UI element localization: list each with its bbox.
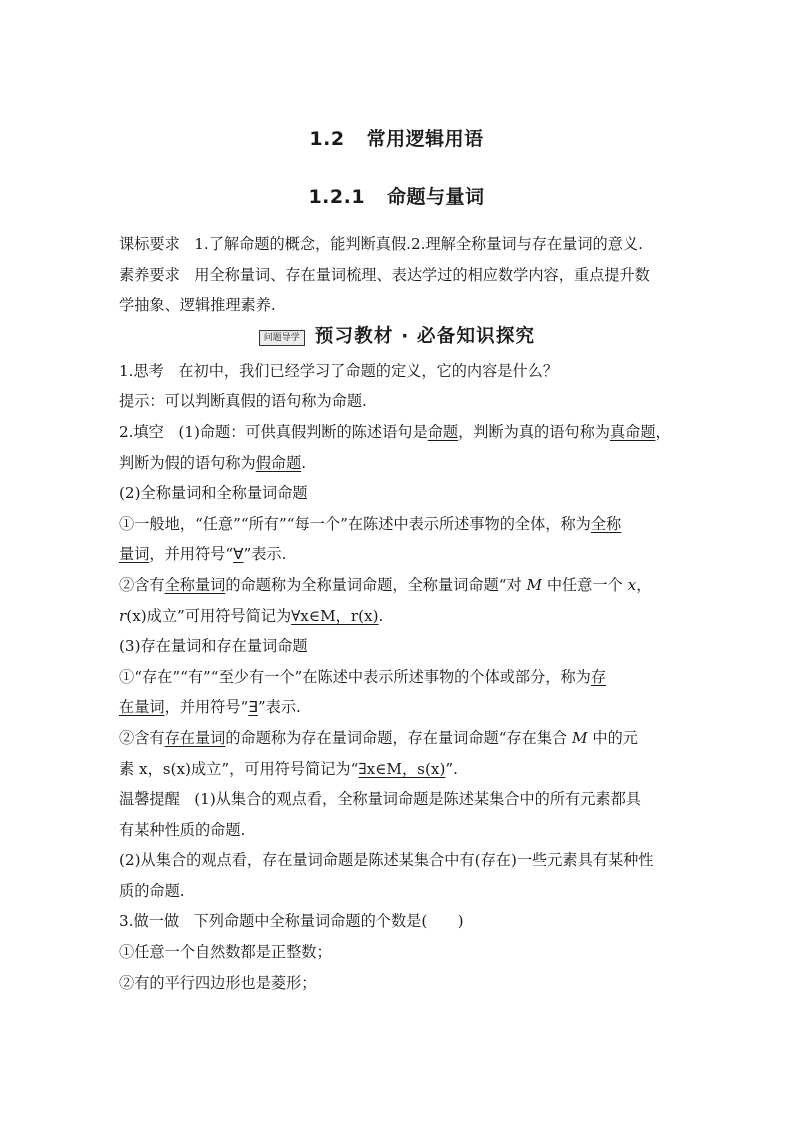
exists-symbol: ∃ xyxy=(248,698,258,717)
universal-heading-text: (2)全称量词和全称量词命题 xyxy=(119,484,308,503)
tip-text-1a: (1)从集合的观点看，全称量词命题是陈述某集合中的所有元素都具 xyxy=(194,790,641,809)
universal-line-4 xyxy=(119,601,675,632)
tip-line-1 xyxy=(119,784,675,815)
requirements-label-2: 素养要求 xyxy=(119,265,180,284)
existential-text-2a: ②含有 xyxy=(119,728,165,747)
universal-text-2a: ②含有 xyxy=(119,575,165,594)
option-2 xyxy=(119,968,675,999)
tip-text-2a: (2)从集合的观点看，存在量词命题是陈述某集合中有(存在)一些元素具有某种性 xyxy=(119,851,654,870)
answer-existential-quantifier: 存在量词 xyxy=(164,728,226,747)
existential-text-1a: ①“存在”“有”“至少有一个”在陈述中表示所述事物的个体或部分，称为 xyxy=(119,667,591,686)
think-label: 1.思考 xyxy=(119,361,164,380)
section-header xyxy=(119,319,675,356)
fill-text-b: ，判断为真的语句称为 xyxy=(458,422,610,441)
answer-true-proposition: 真命题 xyxy=(609,422,656,441)
universal-text-1a: ①一般地，“任意”“所有”“每一个”在陈述中表示所述事物的全体，称为 xyxy=(119,514,591,533)
universal-text-1c: ”表示. xyxy=(243,545,287,564)
requirements-text-2b: 学抽象、逻辑推理素养. xyxy=(119,296,276,315)
section-number: 1.2 xyxy=(309,128,345,150)
fill-line-2 xyxy=(119,448,675,479)
requirements-text-1: 1.了解命题的概念，能判断真假.2.理解全称量词与存在量词的意义. xyxy=(194,235,643,253)
universal-text-2b: 的命题称为全称量词命题，全称量词命题“对 xyxy=(225,575,527,594)
forall-symbol: ∀ xyxy=(233,545,244,564)
requirements-line-3 xyxy=(119,290,675,321)
universal-line-2 xyxy=(119,539,675,570)
existential-line-2 xyxy=(119,692,675,723)
hint-text: 提示：可以判断真假的语句称为命题. xyxy=(119,392,367,411)
existential-heading xyxy=(119,631,675,662)
answer-universal-notation: ∀x∈M，r(x) xyxy=(291,606,379,625)
answer-universal-1: 全称 xyxy=(590,514,622,533)
existential-line-3 xyxy=(119,723,675,754)
document-body xyxy=(119,229,675,998)
existential-text-3a: 素 x，s(x)成立”，可用符号简记为“ xyxy=(119,759,359,778)
existential-text-2b: 的命题称为存在量词命题，存在量词命题“存在集合 xyxy=(225,728,573,747)
set-M: M xyxy=(526,575,543,594)
fill-text-d: 判断为假的语句称为 xyxy=(119,453,256,472)
answer-universal-quantifier: 全称量词 xyxy=(164,575,226,594)
existential-text-2c: 中的元 xyxy=(587,728,638,747)
universal-line-1 xyxy=(119,509,675,540)
func-r: r xyxy=(119,606,127,625)
universal-heading xyxy=(119,478,675,509)
hint-line xyxy=(119,386,675,417)
answer-proposition: 命题 xyxy=(427,422,459,441)
var-x: x xyxy=(627,575,637,594)
tip-text-1b: 有某种性质的命题. xyxy=(119,820,246,839)
existential-text-1c: ”表示. xyxy=(257,698,301,717)
section-title xyxy=(0,124,793,151)
answer-existential-2: 在量词 xyxy=(119,698,165,717)
answer-universal-2: 量词 xyxy=(119,545,150,564)
existential-line-1 xyxy=(119,662,675,693)
tip-line-4 xyxy=(119,876,675,907)
think-line xyxy=(119,356,675,387)
answer-existential-notation: ∃x∈M，s(x) xyxy=(358,759,446,778)
fill-text-c: ， xyxy=(655,422,671,441)
section-tag: 问题导学 xyxy=(259,330,305,346)
tip-label: 温馨提醒 xyxy=(119,790,180,809)
existential-text-1b: ，并用符号“ xyxy=(164,698,249,717)
subsection-title-text: 命题与量词 xyxy=(387,186,485,208)
section-title-text: 常用逻辑用语 xyxy=(366,128,484,150)
tip-text-2b: 质的命题. xyxy=(119,881,185,900)
universal-text-3b: (x)成立”可用符号简记为 xyxy=(126,606,292,625)
requirements-line-1 xyxy=(119,229,675,260)
fill-line-1 xyxy=(119,417,675,448)
set-M-2: M xyxy=(572,728,588,747)
universal-text-1b: ，并用符号“ xyxy=(149,545,234,564)
fill-text-a: (1)命题：可供真假判断的陈述语句是 xyxy=(178,422,428,441)
universal-line-3 xyxy=(119,570,675,601)
exercise-line xyxy=(119,906,675,937)
exercise-text: 下列命题中全称量词命题的个数是( ) xyxy=(193,912,464,931)
subsection-title xyxy=(0,182,793,209)
requirements-line-2 xyxy=(119,260,675,291)
universal-text-2c: 中任意一个 xyxy=(542,575,628,594)
section-header-title: 预习教材 · 必备知识探究 xyxy=(314,325,536,347)
subsection-number: 1.2.1 xyxy=(308,186,366,208)
tip-line-2 xyxy=(119,815,675,846)
option-1 xyxy=(119,937,675,968)
fill-text-e: . xyxy=(301,453,307,472)
requirements-label-1: 课标要求 xyxy=(119,235,180,253)
universal-text-2d: ， xyxy=(636,575,652,594)
option-1-text: ①任意一个自然数都是正整数； xyxy=(119,943,332,962)
universal-text-3c: . xyxy=(378,606,384,625)
answer-existential-1: 存 xyxy=(590,667,607,686)
fill-label: 2.填空 xyxy=(119,422,164,441)
existential-heading-text: (3)存在量词和存在量词命题 xyxy=(119,637,308,656)
existential-line-4 xyxy=(119,754,675,785)
requirements-text-2a: 用全称量词、存在量词梳理、表达学过的相应数学内容，重点提升数 xyxy=(194,265,650,284)
exercise-label: 3.做一做 xyxy=(119,912,180,931)
tip-line-3 xyxy=(119,845,675,876)
option-2-text: ②有的平行四边形也是菱形； xyxy=(119,973,317,992)
answer-false-proposition: 假命题 xyxy=(255,453,302,472)
existential-text-3b: ”. xyxy=(445,759,458,778)
think-text: 在初中，我们已经学习了命题的定义，它的内容是什么？ xyxy=(178,361,559,380)
